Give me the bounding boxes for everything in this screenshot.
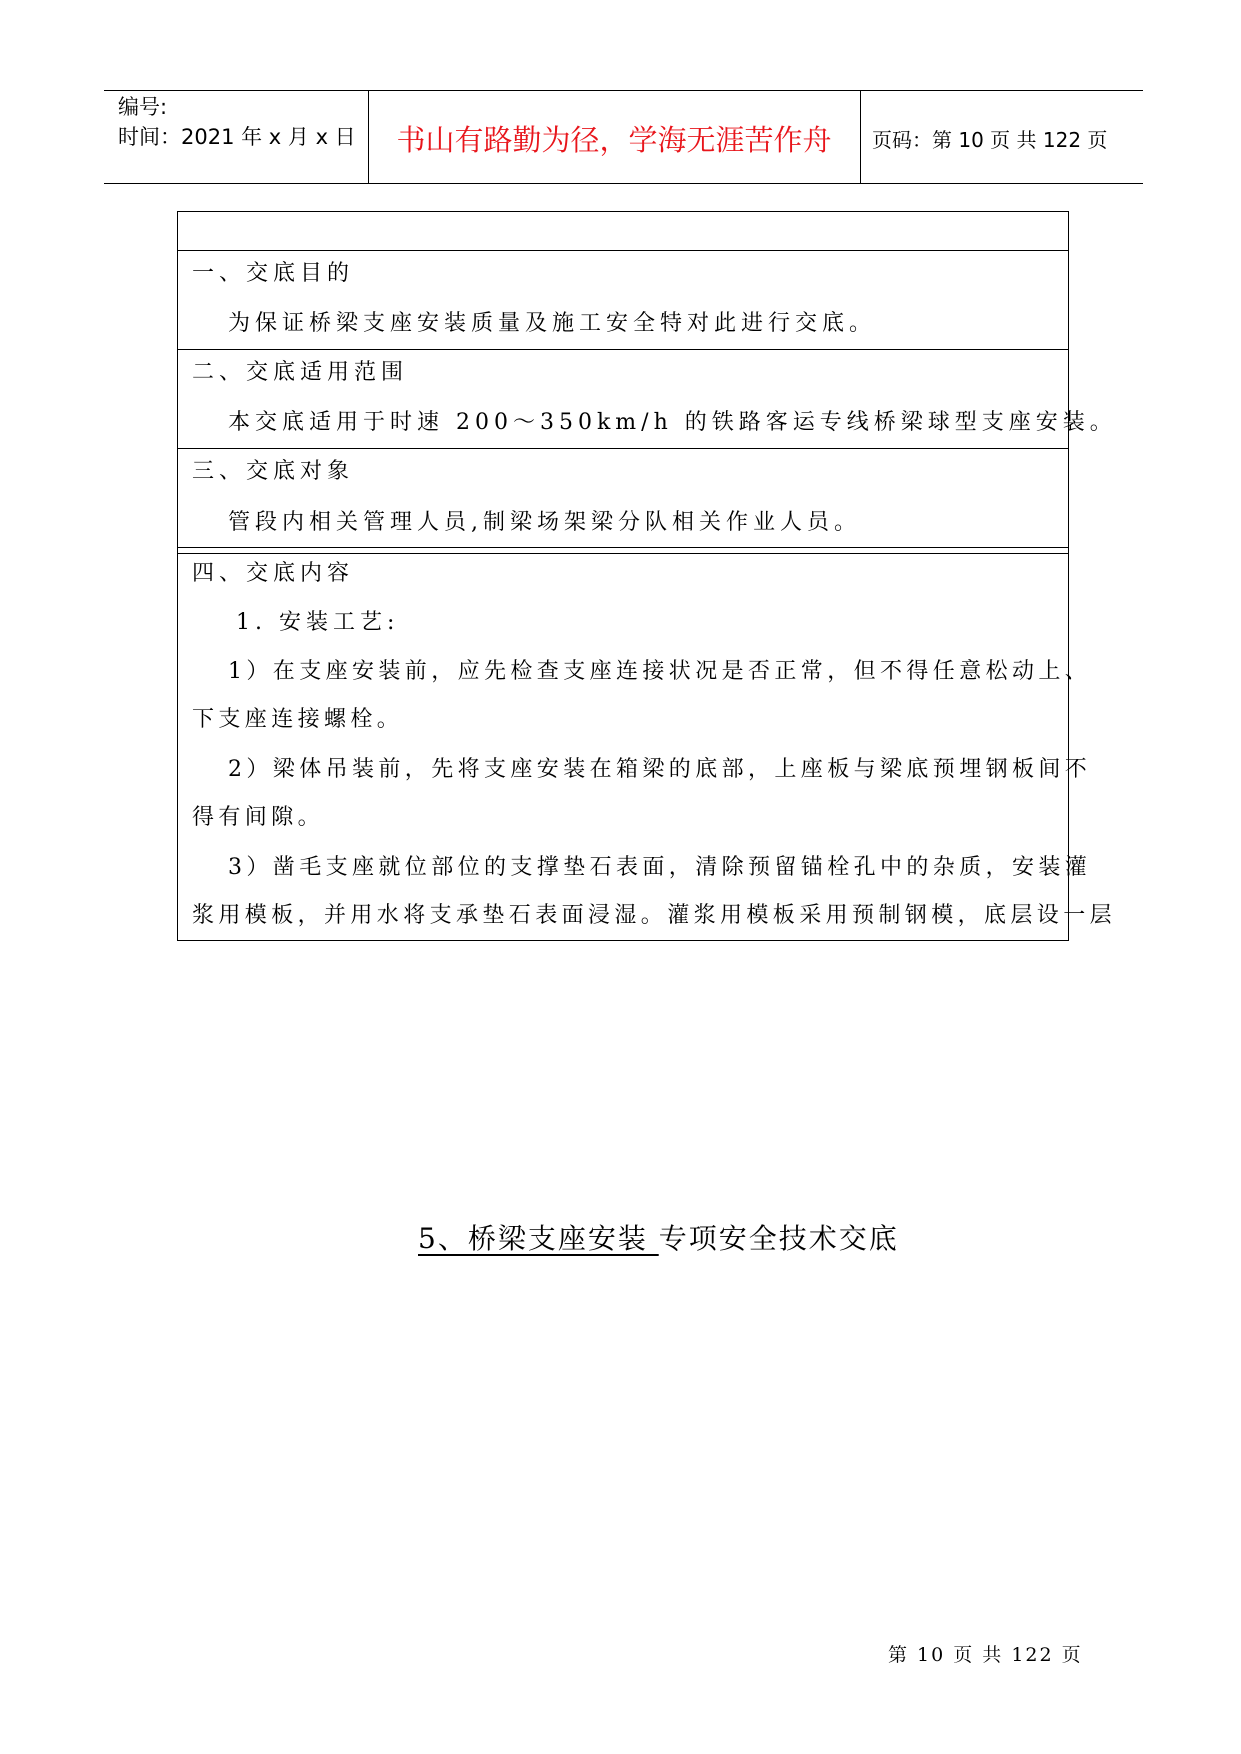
header-meta bbox=[118, 92, 356, 152]
table-row-divider bbox=[178, 547, 1068, 548]
content-line: 3）凿毛支座就位部位的支撑垫石表面，清除预留锚栓孔中的杂质，安装灌 bbox=[228, 855, 1092, 880]
section-title-rest: 专项安全技术交底 bbox=[658, 1222, 899, 1255]
section-heading-scope: 二、交底适用范围 bbox=[192, 360, 409, 385]
content-line: 得有间隙。 bbox=[192, 805, 325, 830]
table-row-divider bbox=[178, 349, 1068, 350]
serial-label: 编号: bbox=[118, 95, 168, 119]
header-motto: 书山有路勤为径，学海无涯苦作舟 bbox=[396, 123, 832, 157]
section-title bbox=[418, 1217, 899, 1257]
content-line: 2）梁体吊装前，先将支座安装在箱梁的底部，上座板与梁底预埋钢板间不 bbox=[228, 757, 1092, 782]
section-body-audience: 管段内相关管理人员,制梁场架梁分队相关作业人员。 bbox=[228, 510, 861, 535]
section-heading-purpose: 一、交底目的 bbox=[192, 261, 355, 286]
header-top-rule bbox=[104, 90, 1143, 91]
table-row-divider bbox=[178, 553, 1068, 554]
disclosure-table bbox=[177, 211, 1117, 941]
content-line: 1）在支座安装前，应先检查支座连接状况是否正常，但不得任意松动上、 bbox=[228, 659, 1092, 684]
section-heading-content: 四、交底内容 bbox=[192, 561, 355, 586]
section-body-scope: 本交底适用于时速 200～350km/h 的铁路客运专线桥梁球型支座安装。 bbox=[228, 410, 1117, 435]
header-bottom-rule bbox=[104, 183, 1143, 184]
section-body-purpose: 为保证桥梁支座安装质量及施工安全特对此进行交底。 bbox=[228, 311, 877, 336]
header-divider-right bbox=[860, 90, 861, 183]
content-line: 浆用模板，并用水将支承垫石表面浸湿。灌浆用模板采用预制钢模，底层设一层 bbox=[192, 903, 1117, 928]
content-line: 1. 安装工艺: bbox=[236, 610, 400, 635]
header-page-code: 页码：第 10 页 共 122 页 bbox=[872, 128, 1108, 152]
section-title-underlined: 5、桥梁支座安装 bbox=[418, 1222, 659, 1255]
footer-page-number: 第 10 页 共 122 页 bbox=[888, 1644, 1083, 1666]
content-line: 下支座连接螺栓。 bbox=[192, 707, 404, 732]
table-row-divider bbox=[178, 250, 1068, 251]
table-row-divider bbox=[178, 448, 1068, 449]
date-text: 时间：2021 年 x 月 x 日 bbox=[118, 125, 356, 149]
section-heading-audience: 三、交底对象 bbox=[192, 459, 355, 484]
